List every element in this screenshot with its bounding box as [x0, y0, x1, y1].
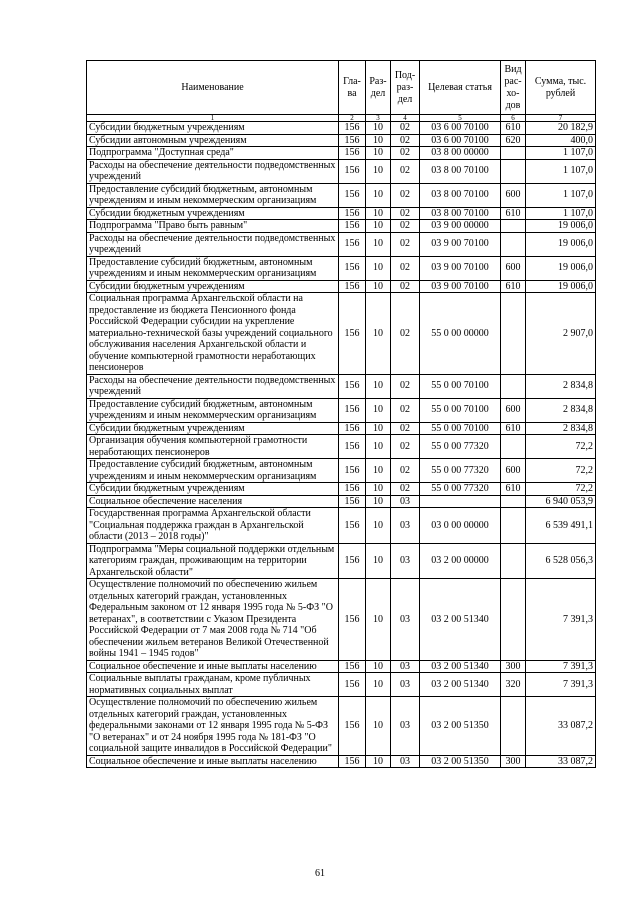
- cell-podrazdel: 02: [391, 483, 420, 496]
- table-row: [87, 232, 596, 256]
- cell-name: Государственная программа Архангельской области "Социальная поддержка граждан в Архангельской области (2013 – 2018 годы)": [87, 508, 339, 544]
- cell-vid: [501, 159, 526, 183]
- cell-target: 03 6 00 70100: [420, 134, 501, 147]
- cell-vid: 320: [501, 673, 526, 697]
- cell-glava: 156: [339, 543, 366, 579]
- cell-name: Осуществление полномочий по обеспечению жильем отдельных категорий граждан, установленных федеральными законами от 12 января 1995 года № 5-ФЗ "О ветеранах" и от 24 ноября 1995 года № 181-ФЗ "О социальной защите инвалидов в Российской Федерации": [87, 697, 339, 756]
- cell-name: Субсидии бюджетным учреждениям: [87, 422, 339, 435]
- cell-podrazdel: 02: [391, 134, 420, 147]
- cell-razdel: 10: [366, 159, 391, 183]
- cell-target: 03 8 00 70100: [420, 159, 501, 183]
- cell-glava: 156: [339, 579, 366, 661]
- header-razdel: Раз-дел: [366, 61, 391, 115]
- cell-podrazdel: 02: [391, 183, 420, 207]
- cell-glava: 156: [339, 483, 366, 496]
- header-target: Целевая статья: [420, 61, 501, 115]
- cell-glava: 156: [339, 220, 366, 233]
- cell-podrazdel: 03: [391, 755, 420, 768]
- cell-podrazdel: 02: [391, 459, 420, 483]
- cell-podrazdel: 03: [391, 660, 420, 673]
- cell-vid: [501, 220, 526, 233]
- cell-name: Социальная программа Архангельской области на предоставление из бюджета Пенсионного фонда Российской Федерации субсидии на укрепление материально-технической базы учреждений социального обслуживания населения Архангельской области и обучение компьютерной грамотности неработающих пенсионеров: [87, 293, 339, 375]
- cell-podrazdel: 02: [391, 147, 420, 160]
- cell-target: 55 0 00 77320: [420, 459, 501, 483]
- column-number: 7: [526, 115, 596, 122]
- cell-target: 03 8 00 70100: [420, 207, 501, 220]
- cell-sum: 1 107,0: [526, 183, 596, 207]
- cell-podrazdel: 03: [391, 543, 420, 579]
- table-row: [87, 280, 596, 293]
- cell-razdel: 10: [366, 483, 391, 496]
- cell-podrazdel: 02: [391, 159, 420, 183]
- table-row: [87, 660, 596, 673]
- cell-razdel: 10: [366, 508, 391, 544]
- cell-podrazdel: 02: [391, 374, 420, 398]
- budget-table: [86, 60, 596, 768]
- column-number: 3: [366, 115, 391, 122]
- table-row: [87, 147, 596, 160]
- cell-glava: 156: [339, 660, 366, 673]
- cell-razdel: 10: [366, 673, 391, 697]
- page-number: 61: [315, 868, 325, 879]
- cell-razdel: 10: [366, 459, 391, 483]
- table-row: [87, 459, 596, 483]
- cell-sum: 19 006,0: [526, 232, 596, 256]
- cell-vid: 610: [501, 422, 526, 435]
- cell-target: 03 6 00 70100: [420, 122, 501, 135]
- table-row: [87, 435, 596, 459]
- cell-vid: [501, 232, 526, 256]
- cell-podrazdel: 02: [391, 422, 420, 435]
- column-number: 6: [501, 115, 526, 122]
- cell-razdel: 10: [366, 207, 391, 220]
- table-row: [87, 422, 596, 435]
- cell-sum: 20 182,9: [526, 122, 596, 135]
- cell-name: Социальное обеспечение и иные выплаты населению: [87, 755, 339, 768]
- cell-razdel: 10: [366, 495, 391, 508]
- cell-vid: [501, 508, 526, 544]
- cell-target: 03 2 00 00000: [420, 543, 501, 579]
- cell-vid: [501, 374, 526, 398]
- cell-glava: 156: [339, 147, 366, 160]
- cell-target: 55 0 00 77320: [420, 483, 501, 496]
- cell-target: 03 2 00 51340: [420, 660, 501, 673]
- cell-razdel: 10: [366, 183, 391, 207]
- cell-sum: 19 006,0: [526, 220, 596, 233]
- cell-name: Предоставление субсидий бюджетным, автономным учреждениям и иным некоммерческим организациям: [87, 183, 339, 207]
- cell-glava: 156: [339, 183, 366, 207]
- header-row: [87, 61, 596, 115]
- cell-razdel: 10: [366, 122, 391, 135]
- cell-glava: 156: [339, 508, 366, 544]
- header-glava: Гла-ва: [339, 61, 366, 115]
- cell-razdel: 10: [366, 579, 391, 661]
- cell-vid: 600: [501, 398, 526, 422]
- cell-sum: 7 391,3: [526, 579, 596, 661]
- cell-sum: 19 006,0: [526, 280, 596, 293]
- cell-sum: 33 087,2: [526, 755, 596, 768]
- cell-razdel: 10: [366, 660, 391, 673]
- cell-razdel: 10: [366, 220, 391, 233]
- cell-target: 03 9 00 70100: [420, 256, 501, 280]
- cell-sum: 72,2: [526, 435, 596, 459]
- cell-razdel: 10: [366, 543, 391, 579]
- cell-glava: 156: [339, 697, 366, 756]
- cell-razdel: 10: [366, 293, 391, 375]
- cell-podrazdel: 02: [391, 256, 420, 280]
- cell-vid: [501, 293, 526, 375]
- table-row: [87, 159, 596, 183]
- cell-name: Расходы на обеспечение деятельности подведомственных учреждений: [87, 232, 339, 256]
- cell-glava: 156: [339, 293, 366, 375]
- table-row: [87, 398, 596, 422]
- cell-vid: 600: [501, 183, 526, 207]
- cell-razdel: 10: [366, 398, 391, 422]
- table-row: [87, 543, 596, 579]
- cell-glava: 156: [339, 374, 366, 398]
- cell-vid: 610: [501, 207, 526, 220]
- cell-sum: 6 940 053,9: [526, 495, 596, 508]
- cell-glava: 156: [339, 755, 366, 768]
- cell-razdel: 10: [366, 147, 391, 160]
- cell-vid: [501, 543, 526, 579]
- cell-target: 03 8 00 00000: [420, 147, 501, 160]
- cell-podrazdel: 03: [391, 495, 420, 508]
- cell-target: 55 0 00 00000: [420, 293, 501, 375]
- table-row: [87, 374, 596, 398]
- table-row: [87, 579, 596, 661]
- cell-target: 03 2 00 51340: [420, 579, 501, 661]
- cell-name: Субсидии бюджетным учреждениям: [87, 207, 339, 220]
- cell-target: 03 2 00 51350: [420, 755, 501, 768]
- cell-vid: [501, 495, 526, 508]
- table-row: [87, 256, 596, 280]
- cell-glava: 156: [339, 280, 366, 293]
- cell-name: Осуществление полномочий по обеспечению жильем отдельных категорий граждан, установленных Федеральным законом от 12 января 1995 года № 5-ФЗ "О ветеранах", в соответствии с Указом Президента Российской Федерации от 7 мая 2008 года № 714 "Об обеспечении жильем ветеранов Великой Отечественной войны 1941 – 1945 годов": [87, 579, 339, 661]
- cell-razdel: 10: [366, 232, 391, 256]
- cell-sum: 1 107,0: [526, 147, 596, 160]
- header-vid: Вид рас-хо-дов: [501, 61, 526, 115]
- table-row: [87, 122, 596, 135]
- cell-podrazdel: 02: [391, 435, 420, 459]
- cell-target: 03 9 00 70100: [420, 232, 501, 256]
- cell-target: 03 8 00 70100: [420, 183, 501, 207]
- cell-podrazdel: 02: [391, 220, 420, 233]
- cell-vid: [501, 435, 526, 459]
- table-row: [87, 134, 596, 147]
- header-podrazdel: Под-раз-дел: [391, 61, 420, 115]
- cell-target: 55 0 00 70100: [420, 398, 501, 422]
- cell-sum: 2 907,0: [526, 293, 596, 375]
- cell-podrazdel: 03: [391, 673, 420, 697]
- cell-podrazdel: 03: [391, 579, 420, 661]
- cell-glava: 156: [339, 459, 366, 483]
- cell-glava: 156: [339, 435, 366, 459]
- cell-target: 55 0 00 70100: [420, 422, 501, 435]
- table-row: [87, 207, 596, 220]
- table-row: [87, 183, 596, 207]
- cell-target: [420, 495, 501, 508]
- column-number: 2: [339, 115, 366, 122]
- cell-glava: 156: [339, 256, 366, 280]
- cell-podrazdel: 02: [391, 293, 420, 375]
- cell-name: Предоставление субсидий бюджетным, автономным учреждениям и иным некоммерческим организациям: [87, 398, 339, 422]
- column-number: 4: [391, 115, 420, 122]
- table-row: [87, 220, 596, 233]
- cell-target: 03 9 00 00000: [420, 220, 501, 233]
- cell-name: Субсидии бюджетным учреждениям: [87, 483, 339, 496]
- table-row: [87, 697, 596, 756]
- cell-vid: 300: [501, 755, 526, 768]
- cell-target: 03 2 00 51350: [420, 697, 501, 756]
- column-number-row: [87, 115, 596, 122]
- cell-target: 03 9 00 70100: [420, 280, 501, 293]
- cell-name: Подпрограмма "Меры социальной поддержки отдельным категориям граждан, проживающим на территории Архангельской области": [87, 543, 339, 579]
- cell-sum: 72,2: [526, 483, 596, 496]
- cell-name: Субсидии бюджетным учреждениям: [87, 122, 339, 135]
- cell-sum: 6 539 491,1: [526, 508, 596, 544]
- cell-sum: 2 834,8: [526, 422, 596, 435]
- table-row: [87, 483, 596, 496]
- cell-glava: 156: [339, 422, 366, 435]
- cell-sum: 33 087,2: [526, 697, 596, 756]
- cell-sum: 2 834,8: [526, 398, 596, 422]
- table-row: [87, 293, 596, 375]
- column-number: 1: [87, 115, 339, 122]
- cell-podrazdel: 02: [391, 207, 420, 220]
- cell-podrazdel: 03: [391, 508, 420, 544]
- cell-name: Субсидии бюджетным учреждениям: [87, 280, 339, 293]
- cell-razdel: 10: [366, 134, 391, 147]
- cell-sum: 1 107,0: [526, 159, 596, 183]
- cell-glava: 156: [339, 122, 366, 135]
- cell-razdel: 10: [366, 435, 391, 459]
- cell-glava: 156: [339, 207, 366, 220]
- cell-razdel: 10: [366, 374, 391, 398]
- cell-sum: 400,0: [526, 134, 596, 147]
- cell-podrazdel: 03: [391, 697, 420, 756]
- cell-sum: 6 528 056,3: [526, 543, 596, 579]
- column-number: 5: [420, 115, 501, 122]
- cell-glava: 156: [339, 673, 366, 697]
- header-name: Наименование: [87, 61, 339, 115]
- cell-podrazdel: 02: [391, 398, 420, 422]
- cell-podrazdel: 02: [391, 232, 420, 256]
- cell-sum: 2 834,8: [526, 374, 596, 398]
- cell-target: 03 2 00 51340: [420, 673, 501, 697]
- cell-vid: 610: [501, 483, 526, 496]
- cell-vid: 600: [501, 459, 526, 483]
- cell-glava: 156: [339, 134, 366, 147]
- table-body: [87, 122, 596, 768]
- cell-name: Социальное обеспечение населения: [87, 495, 339, 508]
- cell-vid: 620: [501, 134, 526, 147]
- cell-name: Подпрограмма "Право быть равным": [87, 220, 339, 233]
- cell-name: Расходы на обеспечение деятельности подведомственных учреждений: [87, 374, 339, 398]
- cell-vid: [501, 147, 526, 160]
- cell-name: Расходы на обеспечение деятельности подведомственных учреждений: [87, 159, 339, 183]
- cell-name: Предоставление субсидий бюджетным, автономным учреждениям и иным некоммерческим организациям: [87, 256, 339, 280]
- cell-sum: 7 391,3: [526, 673, 596, 697]
- cell-glava: 156: [339, 232, 366, 256]
- header-sum: Сумма, тыс. рублей: [526, 61, 596, 115]
- table-row: [87, 755, 596, 768]
- cell-glava: 156: [339, 159, 366, 183]
- cell-vid: 300: [501, 660, 526, 673]
- cell-sum: 7 391,3: [526, 660, 596, 673]
- cell-razdel: 10: [366, 697, 391, 756]
- cell-vid: 610: [501, 280, 526, 293]
- cell-vid: 610: [501, 122, 526, 135]
- cell-target: 03 0 00 00000: [420, 508, 501, 544]
- cell-podrazdel: 02: [391, 122, 420, 135]
- cell-name: Предоставление субсидий бюджетным, автономным учреждениям и иным некоммерческим организациям: [87, 459, 339, 483]
- cell-razdel: 10: [366, 256, 391, 280]
- cell-target: 55 0 00 77320: [420, 435, 501, 459]
- cell-podrazdel: 02: [391, 280, 420, 293]
- cell-razdel: 10: [366, 755, 391, 768]
- cell-name: Организация обучения компьютерной грамотности неработающих пенсионеров: [87, 435, 339, 459]
- cell-sum: 72,2: [526, 459, 596, 483]
- table-row: [87, 508, 596, 544]
- cell-razdel: 10: [366, 422, 391, 435]
- cell-vid: [501, 697, 526, 756]
- cell-name: Подпрограмма "Доступная среда": [87, 147, 339, 160]
- cell-razdel: 10: [366, 280, 391, 293]
- table-row: [87, 673, 596, 697]
- cell-sum: 1 107,0: [526, 207, 596, 220]
- cell-vid: [501, 579, 526, 661]
- cell-target: 55 0 00 70100: [420, 374, 501, 398]
- cell-glava: 156: [339, 398, 366, 422]
- cell-sum: 19 006,0: [526, 256, 596, 280]
- cell-name: Социальное обеспечение и иные выплаты населению: [87, 660, 339, 673]
- table-row: [87, 495, 596, 508]
- cell-glava: 156: [339, 495, 366, 508]
- cell-name: Социальные выплаты гражданам, кроме публичных нормативных социальных выплат: [87, 673, 339, 697]
- cell-vid: 600: [501, 256, 526, 280]
- cell-name: Субсидии автономным учреждениям: [87, 134, 339, 147]
